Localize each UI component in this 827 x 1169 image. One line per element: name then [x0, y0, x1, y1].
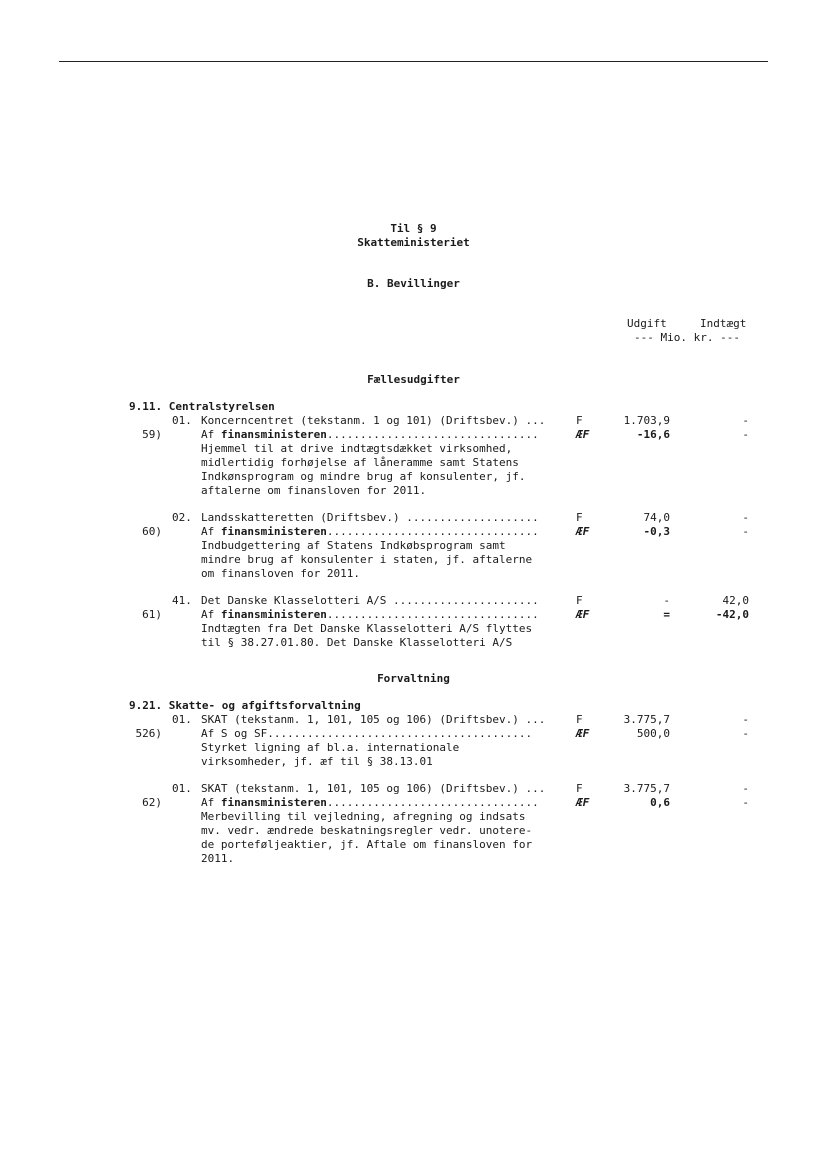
item-text: Koncerncentret (tekstanm. 1 og 101) (Driftsbev.) ... [201, 414, 546, 427]
unit-column-header: --- Mio. kr. --- [634, 331, 740, 344]
note-line: 2011. [201, 852, 235, 865]
change-number: 60) [142, 525, 162, 538]
change-text [201, 727, 532, 741]
note-line: aftalerne om finansloven for 2011. [201, 484, 427, 497]
change-indtaegt-value: - [742, 525, 749, 538]
change-text [201, 796, 539, 810]
top-rule [59, 61, 768, 62]
indtaegt-value: 42,0 [722, 594, 749, 607]
indtaegt-value: - [742, 414, 749, 427]
item-mark: F [576, 414, 583, 427]
change-text [201, 428, 539, 442]
change-indtaegt-value: - [742, 428, 749, 441]
change-mark: ÆF [576, 796, 590, 809]
group-heading: Fællesudgifter [367, 373, 460, 386]
item-mark: F [576, 511, 583, 524]
change-dots: ................................ [326, 796, 539, 809]
note-line: Merbevilling til vejledning, afregning og indsats [201, 810, 526, 823]
item-number: 02. [172, 511, 192, 524]
change-prefix: Af [201, 608, 221, 621]
change-indtaegt-value: - [742, 796, 749, 809]
change-prefix: Af [201, 796, 221, 809]
change-indtaegt-value: -42,0 [715, 608, 749, 621]
change-author: finansministeren [220, 428, 327, 441]
udgift-value: 1.703,9 [623, 414, 670, 427]
change-mark: ÆF [576, 608, 590, 621]
change-prefix: Af [201, 525, 221, 538]
item-text: Landsskatteretten (Driftsbev.) .................... [201, 511, 539, 524]
item-mark: F [576, 713, 583, 726]
ministry-heading: Skatteministeriet [357, 236, 470, 249]
indtaegt-value: - [742, 713, 749, 726]
item-text: Det Danske Klasselotteri A/S ...................... [201, 594, 539, 607]
note-line: om finansloven for 2011. [201, 567, 360, 580]
til-heading: Til § 9 [390, 222, 437, 235]
note-line: Indtægten fra Det Danske Klasselotteri A/S flyttes [201, 622, 533, 635]
item-text: SKAT (tekstanm. 1, 101, 105 og 106) (Driftsbev.) ... [201, 713, 546, 726]
change-mark: ÆF [576, 428, 590, 441]
item-text: SKAT (tekstanm. 1, 101, 105 og 106) (Driftsbev.) ... [201, 782, 546, 795]
change-author: finansministeren [220, 796, 327, 809]
change-udgift-value: -0,3 [643, 525, 670, 538]
note-line: mindre brug af konsulenter i staten, jf. aftalerne [201, 553, 533, 566]
udgift-value: - [663, 594, 670, 607]
note-line: Styrket ligning af bl.a. internationale [201, 741, 460, 754]
item-mark: F [576, 594, 583, 607]
note-line: midlertidig forhøjelse af låneramme samt Statens [201, 456, 519, 469]
group-heading: Forvaltning [377, 672, 450, 685]
change-dots: ................................ [326, 608, 539, 621]
change-number: 62) [142, 796, 162, 809]
item-number: 01. [172, 414, 192, 427]
item-number: 41. [172, 594, 192, 607]
indtaegt-value: - [742, 511, 749, 524]
change-prefix: Af S og SF [201, 727, 268, 740]
change-author: finansministeren [220, 608, 327, 621]
udgift-value: 74,0 [643, 511, 670, 524]
item-number: 01. [172, 713, 192, 726]
change-indtaegt-value: - [742, 727, 749, 740]
change-prefix: Af [201, 428, 221, 441]
udgift-column-header: Udgift [627, 317, 667, 330]
change-text [201, 608, 539, 622]
change-number: 61) [142, 608, 162, 621]
note-line: de porteføljeaktier, jf. Aftale om finansloven for [201, 838, 533, 851]
change-dots: ................................ [326, 525, 539, 538]
note-line: virksomheder, jf. æf til § 38.13.01 [201, 755, 433, 768]
udgift-value: 3.775,7 [623, 782, 670, 795]
change-author: finansministeren [220, 525, 327, 538]
item-number: 01. [172, 782, 192, 795]
item-mark: F [576, 782, 583, 795]
indtaegt-column-header: Indtægt [700, 317, 747, 330]
change-number: 59) [142, 428, 162, 441]
change-number: 526) [135, 727, 162, 740]
note-line: til § 38.27.01.80. Det Danske Klasselotteri A/S [201, 636, 513, 649]
note-line: mv. vedr. ændrede beskatningsregler vedr. unotere- [201, 824, 533, 837]
account-heading: 9.11. Centralstyrelsen [129, 400, 275, 413]
note-line: Indkønsprogram og mindre brug af konsulenter, jf. [201, 470, 526, 483]
change-text [201, 525, 539, 539]
udgift-value: 3.775,7 [623, 713, 670, 726]
change-dots: ................................ [326, 428, 539, 441]
change-mark: ÆF [576, 525, 590, 538]
change-udgift-value: = [663, 608, 670, 621]
note-line: Indbudgettering af Statens Indkøbsprogram samt [201, 539, 506, 552]
change-udgift-value: -16,6 [636, 428, 670, 441]
note-line: Hjemmel til at drive indtægtsdækket virksomhed, [201, 442, 513, 455]
change-dots: ........................................ [267, 727, 533, 740]
indtaegt-value: - [742, 782, 749, 795]
change-udgift-value: 0,6 [650, 796, 670, 809]
account-heading: 9.21. Skatte- og afgiftsforvaltning [129, 699, 361, 712]
change-mark: ÆF [576, 727, 590, 740]
change-udgift-value: 500,0 [636, 727, 670, 740]
section-heading: B. Bevillinger [367, 277, 460, 290]
